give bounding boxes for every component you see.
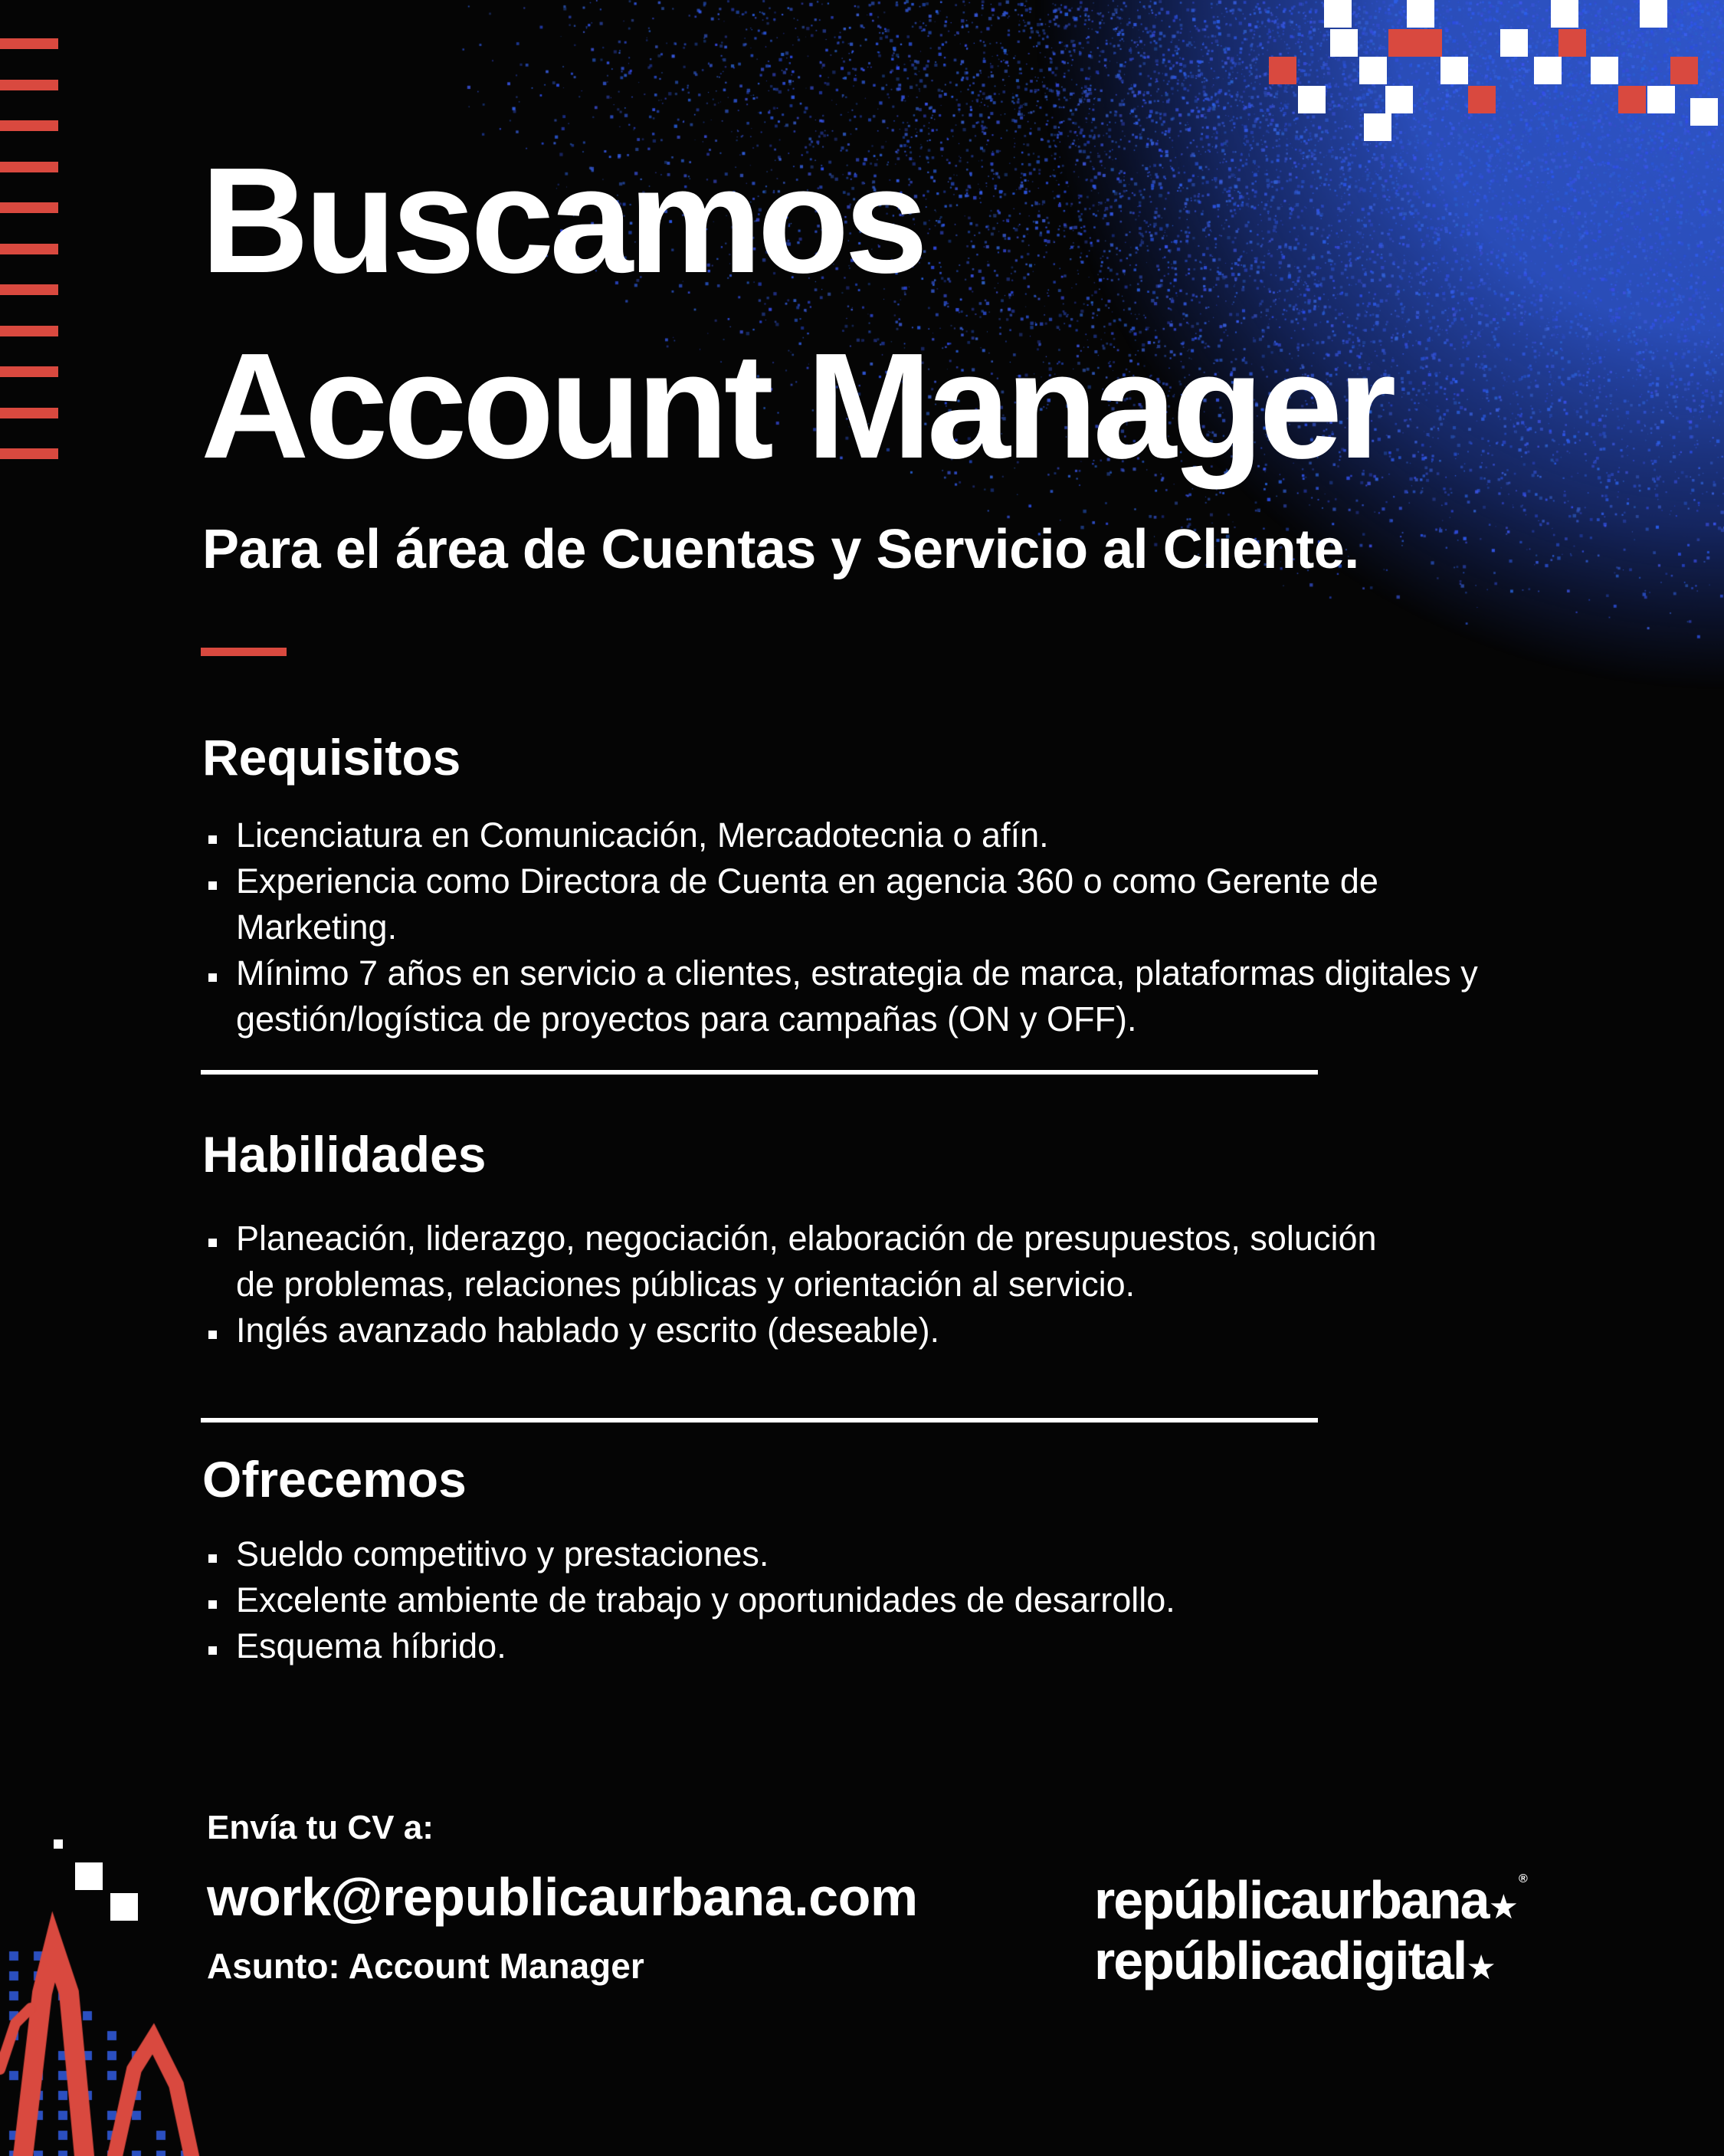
stripe-bar bbox=[0, 202, 58, 213]
stripe-bar bbox=[0, 80, 58, 90]
stripe-bar bbox=[0, 408, 58, 418]
pixel-square bbox=[1364, 113, 1391, 141]
republicaurbana-logo bbox=[1094, 1870, 1528, 1930]
pixel-square bbox=[75, 1862, 103, 1890]
pixel-square bbox=[1385, 86, 1413, 113]
pixel-square bbox=[1440, 57, 1468, 84]
habilidades-list bbox=[205, 1216, 1401, 1354]
pixel-square bbox=[1647, 86, 1675, 113]
brand-name: repúblicadigital bbox=[1094, 1931, 1467, 1990]
star-icon: ★ bbox=[1466, 1949, 1496, 1987]
pixel-square bbox=[1269, 57, 1296, 84]
section-title-requisitos: Requisitos bbox=[202, 729, 461, 786]
stripe-bar bbox=[0, 366, 58, 377]
pixel-square bbox=[1298, 86, 1326, 113]
pixel-square bbox=[1414, 29, 1442, 57]
pixel-square bbox=[1618, 86, 1646, 113]
subtitle: Para el área de Cuentas y Servicio al Cliente. bbox=[202, 519, 1359, 580]
stripe-bar bbox=[0, 284, 58, 295]
requisitos-list bbox=[205, 812, 1600, 1042]
stripe-bar bbox=[0, 244, 58, 254]
stripe-bar bbox=[0, 38, 58, 49]
stripe-bar bbox=[0, 448, 58, 459]
send-cv-label: Envía tu CV a: bbox=[207, 1809, 434, 1846]
stripe-bar bbox=[0, 162, 58, 172]
list-item: Esquema híbrido. bbox=[205, 1623, 1508, 1669]
headline-line-1: Buscamos bbox=[201, 136, 924, 304]
ofrecemos-list bbox=[205, 1531, 1508, 1669]
list-item: Licenciatura en Comunicación, Mercadotecnia o afín. bbox=[205, 812, 1600, 858]
pixel-square bbox=[1551, 0, 1578, 28]
pixel-square bbox=[54, 1839, 63, 1849]
pixel-square bbox=[1534, 57, 1562, 84]
list-item: Planeación, liderazgo, negociación, elaboración de presupuestos, solución de problemas, relaciones públicas y orientación al servicio. bbox=[205, 1216, 1401, 1308]
section-title-habilidades: Habilidades bbox=[202, 1126, 487, 1183]
list-item: Excelente ambiente de trabajo y oportunidades de desarrollo. bbox=[205, 1577, 1508, 1623]
republicadigital-logo bbox=[1094, 1931, 1496, 1990]
pixel-square bbox=[1407, 0, 1434, 28]
red-accent-bar bbox=[201, 648, 287, 656]
pixel-square bbox=[1558, 29, 1586, 57]
star-icon: ★ bbox=[1488, 1889, 1519, 1926]
contact-email-link[interactable]: work@republicaurbana.com bbox=[207, 1867, 918, 1927]
stripe-bar bbox=[0, 326, 58, 336]
section-divider bbox=[201, 1418, 1318, 1423]
email-subject: Asunto: Account Manager bbox=[207, 1946, 644, 1986]
pixel-square bbox=[1670, 57, 1698, 84]
registered-icon: ® bbox=[1519, 1872, 1528, 1885]
list-item: Experiencia como Directora de Cuenta en agencia 360 o como Gerente de Marketing. bbox=[205, 858, 1508, 950]
list-item: Inglés avanzado hablado y escrito (deseable). bbox=[205, 1308, 1401, 1354]
section-title-ofrecemos: Ofrecemos bbox=[202, 1451, 467, 1508]
pixel-square bbox=[110, 1893, 138, 1921]
list-item: Sueldo competitivo y prestaciones. bbox=[205, 1531, 1508, 1577]
pixel-square bbox=[1591, 57, 1618, 84]
section-divider bbox=[201, 1070, 1318, 1075]
pixel-square bbox=[1690, 98, 1718, 126]
pixel-square bbox=[1468, 86, 1496, 113]
stripe-bar bbox=[0, 120, 58, 131]
headline-line-2: Account Manager bbox=[201, 322, 1392, 490]
pixel-square bbox=[1500, 29, 1528, 57]
pixel-square bbox=[1324, 0, 1352, 28]
pixel-square bbox=[1359, 57, 1387, 84]
list-item: Mínimo 7 años en servicio a clientes, estrategia de marca, plataformas digitales y gestión/logística de proyectos para campañas (ON y OFF). bbox=[205, 950, 1600, 1042]
brand-name: repúblicaurbana bbox=[1094, 1870, 1489, 1930]
pixel-square bbox=[1330, 29, 1358, 57]
pixel-square bbox=[1640, 0, 1667, 28]
pixel-square bbox=[1388, 29, 1416, 57]
